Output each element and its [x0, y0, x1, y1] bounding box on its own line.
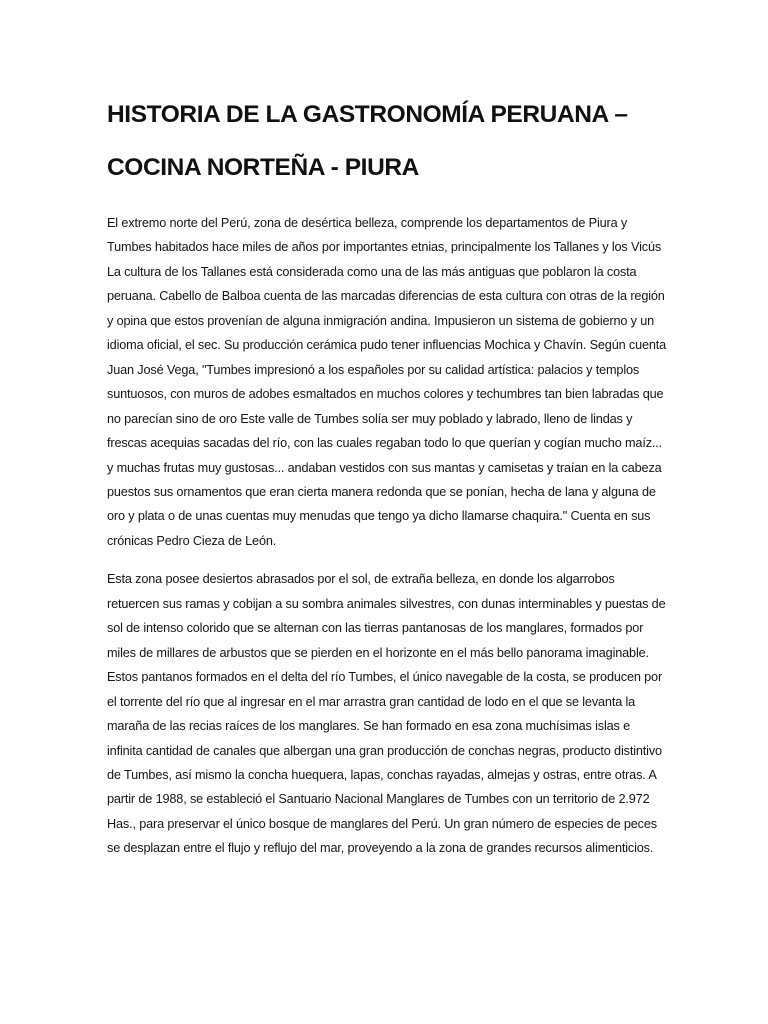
- title-line-2: COCINA NORTEÑA - PIURA: [107, 154, 419, 181]
- paragraph-2: Esta zona posee desiertos abrasados por el sol, de extraña belleza, en donde los algarrobos retuercen sus ramas y cobijan a su sombra animales silvestres, con dunas interminables y puestas de sol de intenso colorido que se alternan con las tierras pantanosas de los manglares, formados por miles de millares de arbustos que se pierden en el horizonte en el más bello panorama imaginable. Estos pantanos formados en el delta del río Tumbes, el único navegable de la costa, se producen por el torrente del río que al ingresar en el mar arrastra gran cantidad de lodo en el que se levanta la maraña de las recias raíces de los manglares. Se han formado en esa zona muchísimas islas e infinita cantidad de canales que albergan una gran producción de conchas negras, producto distintivo de Tumbes, así mismo la concha huequera, lapas, conchas rayadas, almejas y ostras, entre otras. A partir de 1988, se estableció el Santuario Nacional Manglares de Tumbes con un territorio de 2.972 Has., para preservar el único bosque de manglares del Perú. Un gran número de especies de peces se desplazan entre el flujo y reflujo del mar, proveyendo a la zona de grandes recursos alimenticios.: [107, 572, 666, 856]
- document-body: [107, 88, 667, 861]
- paragraph-1: El extremo norte del Perú, zona de desértica belleza, comprende los departamentos de Piura y Tumbes habitados hace miles de años por importantes etnias, principalmente los Tallanes y los Vicús La cultura de los Tallanes está considerada como una de las más antiguas que poblaron la costa peruana. Cabello de Balboa cuenta de las marcadas diferencias de esta cultura con otras de la región y opina que estos provenían de alguna inmigración andina. Impusieron un sistema de gobierno y un idioma oficial, el sec. Su producción cerámica pudo tener influencias Mochica y Chavín. Según cuenta Juan José Vega, "Tumbes impresionó a los españoles por su calidad artística: palacios y templos suntuosos, con muros de adobes esmaltados en muchos colores y techumbres tan bien labradas que no parecían sino de oro Este valle de Tumbes solía ser muy poblado y labrado, lleno de lindas y frescas acequias sacadas del río, con las cuales regaban todo lo que querían y cogían mucho maíz... y muchas frutas muy gustosas... andaban vestidos con sus mantas y camisetas y traían en la cabeza puestos sus ornamentos que eran cierta manera redonda que se ponían, hecha de lana y alguna de oro y plata o de unas cuentas muy menudas que tengo ya dicho llamarse chaquira." Cuenta en sus crónicas Pedro Cieza de León.: [107, 216, 667, 548]
- document-title: [107, 88, 667, 194]
- title-line-1: HISTORIA DE LA GASTRONOMÍA PERUANA –: [107, 101, 628, 128]
